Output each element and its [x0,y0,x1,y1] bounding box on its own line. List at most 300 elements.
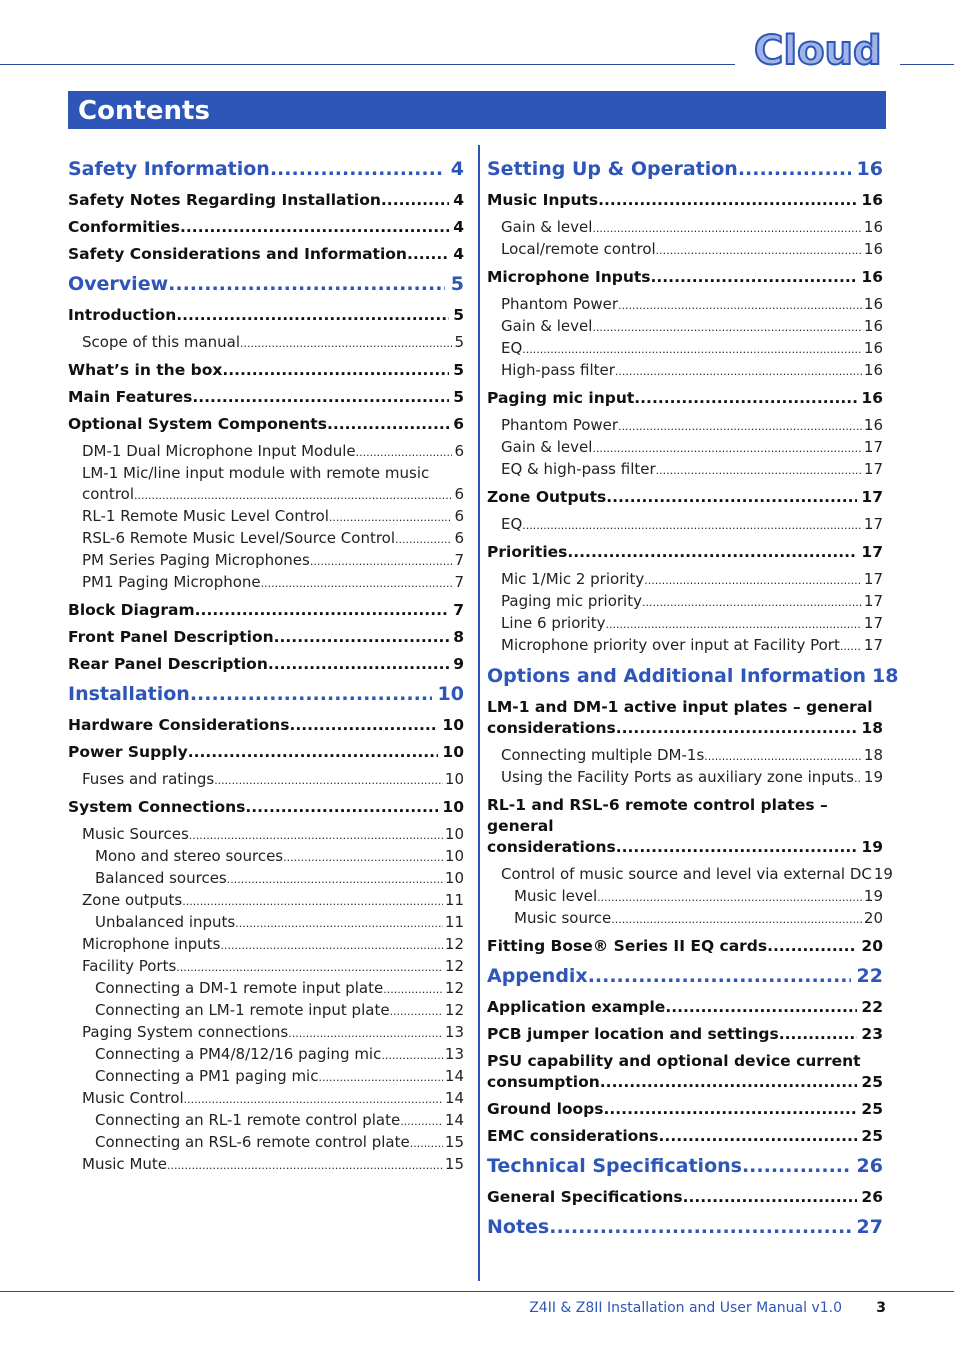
toc-entry-title: RSL-6 Remote Music Level/Source Control [82,529,396,547]
toc-page-number: 17 [861,543,883,561]
toc-page-number: 11 [444,913,464,931]
toc-leader-dots [592,218,862,239]
toc-leader-dots [549,1214,850,1240]
toc-entry-title-cont: control [82,485,134,503]
toc-entry-title: Introduction [68,306,177,324]
toc-page-number: 22 [861,998,883,1016]
toc-page-number: 6 [454,442,464,460]
toc-entry[interactable] [68,1132,464,1154]
toc-leader-dots [310,551,453,572]
toc-leader-dots [644,570,862,591]
toc-entry[interactable] [68,600,464,621]
toc-leader-dots [227,869,443,890]
toc-entry[interactable] [487,963,883,989]
toc-page-number: 19 [863,887,883,905]
toc-entry[interactable] [487,613,883,635]
toc-leader-dots [189,825,443,846]
toc-page-number: 18 [861,719,883,737]
toc-page-number: 6 [453,415,464,433]
toc-page-number: 18 [872,665,899,687]
toc-leader-dots [214,770,443,791]
toc-entry[interactable] [68,190,464,211]
toc-entry[interactable] [487,1099,883,1120]
toc-entry[interactable] [68,797,464,818]
footer-rule [0,1291,954,1292]
toc-entry[interactable] [487,936,883,957]
toc-entry[interactable] [487,294,883,316]
toc-entry-title: Installation [68,683,190,705]
toc-leader-dots [738,156,851,182]
toc-entry-title: Power Supply [68,743,188,761]
toc-entry[interactable] [487,360,883,382]
toc-entry-title: Notes [487,1216,550,1238]
toc-entry-title: Connecting an RSL-6 remote control plate [95,1133,410,1151]
toc-entry-title: Gain & level [501,438,593,456]
toc-page-number: 5 [453,361,464,379]
toc-entry-title: Phantom Power [501,295,619,313]
toc-page-number: 22 [856,965,883,987]
toc-entry-title: Rear Panel Description [68,655,268,673]
toc-page-number: 5 [454,333,464,351]
toc-leader-dots [616,837,858,858]
toc-page-number: 16 [863,339,883,357]
toc-entry-title: EQ & high-pass filter [501,460,656,478]
toc-entry-title: Options and Additional Information [487,665,867,687]
toc-entry[interactable] [68,824,464,846]
toc-entry[interactable] [68,956,464,978]
toc-leader-dots [611,909,862,930]
toc-entry[interactable] [68,1022,464,1044]
toc-entry-title: Control of music source and level via external DC [501,865,872,883]
toc-entry[interactable] [487,338,883,360]
toc-leader-dots [779,1024,858,1045]
toc-entry-title: RL-1 Remote Music Level Control [82,507,329,525]
toc-entry-title: Paging mic input [487,389,635,407]
toc-entry[interactable] [68,414,464,435]
toc-page-number: 16 [863,240,883,258]
toc-page-number: 7 [454,551,464,569]
toc-entry-title: What’s in the box [68,361,223,379]
toc-page-number: 14 [444,1067,464,1085]
toc-entry[interactable] [68,769,464,791]
toc-leader-dots [618,416,862,437]
footer-manual-title: Z4II & Z8II Installation and User Manual v1.0 [529,1300,842,1316]
toc-entry[interactable] [68,1110,464,1132]
toc-page-number: 10 [444,770,464,788]
page-footer [0,1298,954,1320]
toc-entry-title: Music Inputs [487,191,599,209]
toc-entry[interactable] [487,514,883,536]
toc-entry[interactable] [68,387,464,408]
toc-entry-title: Safety Information [68,158,270,180]
toc-entry[interactable] [487,697,883,739]
toc-leader-dots [767,936,857,957]
toc-entry-title: Mono and stereo sources [95,847,284,865]
toc-entry-title: Connecting an RL-1 remote control plate [95,1111,401,1129]
toc-leader-dots [283,847,443,868]
toc-page-number: 5 [450,273,464,295]
toc-entry[interactable] [487,459,883,481]
toc-entry-title: Conformities [68,218,181,236]
toc-entry-title: Music Mute [82,1155,168,1173]
toc-leader-dots [134,485,452,506]
toc-entry-title: Ground loops [487,1100,604,1118]
toc-entry-title: Optional System Components [68,415,327,433]
cloud-logo [750,26,885,72]
toc-page-number: 12 [444,957,464,975]
toc-page-number: 14 [444,1111,464,1129]
toc-leader-dots [184,1089,443,1110]
toc-entry-title: Microphone priority over input at Facility Port [501,636,840,654]
toc-leader-dots [659,1126,858,1147]
toc-page-number: 6 [454,529,464,547]
toc-entry-title: Safety Considerations and Information [68,245,407,263]
toc-leader-dots [600,1072,858,1093]
toc-entry[interactable] [487,316,883,338]
toc-leader-dots [274,627,450,648]
toc-entry-title: System Connections [68,798,246,816]
toc-page-number: 10 [442,798,464,816]
toc-leader-dots [606,487,857,508]
toc-entry-title: Connecting an LM-1 remote input plate [95,1001,390,1019]
toc-entry[interactable] [68,890,464,912]
toc-entry-title: Microphone Inputs [487,268,651,286]
toc-page-number: 26 [861,1188,883,1206]
toc-page-number: 19 [873,865,893,883]
toc-entry-title: LM-1 and DM-1 active input plates – general [487,698,873,716]
toc-entry[interactable] [68,912,464,934]
toc-page-number: 17 [863,570,883,588]
toc-leader-dots [240,333,452,354]
toc-page-number: 16 [863,218,883,236]
header-rule-right [900,64,954,65]
toc-entry[interactable] [487,997,883,1018]
toc-page-number: 16 [863,361,883,379]
toc-leader-dots [592,438,862,459]
toc-page-number: 20 [861,937,883,955]
toc-leader-dots [522,339,862,360]
toc-entry[interactable] [68,506,464,528]
toc-page-number: 10 [444,847,464,865]
toc-leader-dots [182,891,443,912]
toc-leader-dots [618,295,862,316]
toc-entry-title: Music source [514,909,612,927]
toc-leader-dots [840,636,862,657]
toc-entry-title-cont: considerations [487,838,616,856]
toc-leader-dots [180,217,449,238]
toc-entry[interactable] [487,437,883,459]
toc-entry[interactable] [68,627,464,648]
toc-page-number: 26 [856,1155,883,1177]
toc-entry[interactable] [487,795,883,858]
toc-entry-title: Priorities [487,543,568,561]
toc-entry[interactable] [487,267,883,288]
toc-entry-title: Unbalanced inputs [95,913,236,931]
toc-entry[interactable] [487,767,883,789]
toc-page-number: 9 [453,655,464,673]
toc-leader-dots [235,913,443,934]
toc-page-number: 4 [453,191,464,209]
toc-leader-dots [195,600,450,621]
toc-entry[interactable] [68,271,464,297]
toc-entry[interactable] [487,156,883,182]
toc-entry[interactable] [487,239,883,261]
toc-leader-dots [261,573,453,594]
toc-page-number: 18 [863,746,883,764]
toc-leader-dots [168,271,445,297]
toc-entry[interactable] [68,742,464,763]
toc-page-number: 17 [863,438,883,456]
toc-leader-dots [167,1155,443,1176]
toc-page-number: 12 [444,935,464,953]
toc-entry[interactable] [68,1154,464,1176]
toc-entry[interactable] [487,415,883,437]
toc-leader-dots [381,190,449,211]
toc-entry-title: Main Features [68,388,193,406]
toc-page-number: 25 [861,1073,883,1091]
toc-entry-title: Scope of this manual [82,333,241,351]
toc-entry[interactable] [68,572,464,594]
toc-entry[interactable] [487,745,883,767]
toc-entry-title: Balanced sources [95,869,227,887]
footer-page-number: 3 [876,1300,886,1316]
toc-entry-title: LM-1 Mic/line input module with remote music [82,464,430,482]
toc-entry[interactable] [68,846,464,868]
toc-entry[interactable] [68,1044,464,1066]
toc-entry[interactable] [487,864,893,886]
toc-page-number: 10 [442,743,464,761]
toc-leader-dots [598,190,857,211]
toc-leader-dots [356,442,453,463]
toc-page-number: 11 [444,891,464,909]
toc-page-number: 27 [856,1216,883,1238]
toc-leader-dots [854,768,862,789]
toc-page-number: 16 [863,295,883,313]
toc-page-number: 5 [453,306,464,324]
toc-entry-title: EQ [501,339,523,357]
toc-page-number: 16 [861,389,883,407]
toc-entry[interactable] [487,1214,883,1240]
toc-entry[interactable] [487,487,883,508]
toc-leader-dots [616,718,858,739]
toc-page-number: 17 [863,636,883,654]
toc-entry[interactable] [68,868,464,890]
toc-leader-dots [665,997,857,1018]
toc-page-number: 8 [453,628,464,646]
toc-entry-title: Gain & level [501,218,593,236]
toc-page-number: 16 [856,158,883,180]
toc-entry-title: Paging mic priority [501,592,642,610]
toc-page-number: 12 [444,1001,464,1019]
toc-leader-dots [651,267,858,288]
toc-entry[interactable] [68,332,464,354]
toc-page-number: 6 [454,485,464,503]
toc-entry[interactable] [487,663,899,689]
toc-leader-dots [410,1133,443,1154]
toc-entry[interactable] [68,715,464,736]
toc-leader-dots [634,388,857,409]
toc-leader-dots [642,592,862,613]
toc-entry-title: Facility Ports [82,957,177,975]
toc-page-number: 14 [444,1089,464,1107]
toc-entry[interactable] [68,244,464,265]
toc-leader-dots [188,742,439,763]
toc-entry[interactable] [487,1051,883,1093]
toc-leader-dots [288,1023,443,1044]
toc-entry[interactable] [68,528,464,550]
toc-entry-title: Block Diagram [68,601,195,619]
toc-entry-title: Technical Specifications [487,1155,742,1177]
toc-entry-title: Connecting a DM-1 remote input plate [95,979,384,997]
toc-leader-dots [656,240,862,261]
toc-leader-dots [683,1187,858,1208]
toc-page-number: 15 [444,1133,464,1151]
toc-entry[interactable] [487,591,883,613]
header-rule-left [0,64,735,65]
toc-entry[interactable] [68,978,464,1000]
toc-leader-dots [318,1067,442,1088]
toc-leader-dots [329,507,453,528]
toc-entry-title: EQ [501,515,523,533]
toc-right-column [487,150,899,1248]
toc-page-number: 4 [453,218,464,236]
toc-entry[interactable] [487,1153,883,1179]
toc-entry-title: PCB jumper location and settings [487,1025,779,1043]
toc-entry-title: Setting Up & Operation [487,158,738,180]
contents-banner [68,91,886,129]
toc-entry-title: Hardware Considerations [68,716,290,734]
toc-entry-title: Using the Facility Ports as auxiliary zone inputs [501,768,854,786]
toc-entry-title: Music level [514,887,598,905]
toc-entry[interactable] [68,305,464,326]
toc-entry-title: RL-1 and RSL-6 remote control plates – general [487,796,828,835]
toc-entry[interactable] [68,156,464,182]
toc-entry-title: Fuses and ratings [82,770,215,788]
toc-entry[interactable] [68,1000,464,1022]
toc-page-number: 25 [861,1127,883,1145]
toc-entry[interactable] [68,463,464,506]
toc-leader-dots [567,542,857,563]
toc-entry[interactable] [68,217,464,238]
toc-entry-title: Connecting a PM4/8/12/16 paging mic [95,1045,382,1063]
toc-page-number: 16 [863,317,883,335]
toc-entry-title: Appendix [487,965,588,987]
toc-entry[interactable] [487,388,883,409]
toc-leader-dots [381,1045,443,1066]
toc-leader-dots [383,979,443,1000]
page-title: Contents [78,96,210,126]
toc-leader-dots [522,515,862,536]
toc-entry-title: Front Panel Description [68,628,274,646]
toc-leader-dots [407,244,449,265]
toc-page-number: 10 [444,825,464,843]
toc-entry[interactable] [68,654,464,675]
toc-page-number: 17 [863,460,883,478]
toc-entry[interactable] [487,1126,883,1147]
toc-page-number: 13 [444,1023,464,1041]
toc-page-number: 23 [861,1025,883,1043]
toc-entry[interactable] [68,1066,464,1088]
toc-page-number: 17 [861,488,883,506]
toc-leader-dots [742,1153,851,1179]
toc-entry-title: Fitting Bose® Series II EQ cards [487,937,768,955]
toc-entry[interactable] [68,360,464,381]
toc-entry[interactable] [487,190,883,211]
toc-entry-title: Zone outputs [82,891,183,909]
toc-left-column [68,150,464,1176]
toc-entry[interactable] [487,1187,883,1208]
toc-page-number: 4 [450,158,464,180]
toc-entry-title: Overview [68,273,169,295]
toc-entry[interactable] [68,681,464,707]
toc-entry[interactable] [487,908,883,930]
toc-entry[interactable] [487,1024,883,1045]
toc-leader-dots [222,360,449,381]
toc-leader-dots [605,614,861,635]
toc-page-number: 17 [863,515,883,533]
toc-entry-title: EMC considerations [487,1127,659,1145]
toc-leader-dots [220,935,442,956]
toc-page-number: 7 [454,573,464,591]
toc-entry-title: Music Sources [82,825,189,843]
toc-entry[interactable] [68,1088,464,1110]
toc-leader-dots [400,1111,443,1132]
toc-entry-title: PM1 Paging Microphone [82,573,261,591]
toc-leader-dots [270,156,445,182]
toc-leader-dots [604,1099,858,1120]
toc-page-number: 16 [861,268,883,286]
toc-entry-title: High-pass filter [501,361,615,379]
toc-page-number: 19 [861,838,883,856]
toc-page-number: 10 [442,716,464,734]
toc-page-number: 16 [863,416,883,434]
toc-leader-dots [395,529,452,550]
toc-page-number: 10 [437,683,464,705]
toc-page-number: 6 [454,507,464,525]
toc-leader-dots [327,414,449,435]
toc-entry-title: Zone Outputs [487,488,607,506]
toc-entry-title: DM-1 Dual Microphone Input Module [82,442,356,460]
column-divider [478,145,480,1281]
toc-entry-title: Safety Notes Regarding Installation [68,191,381,209]
toc-leader-dots [192,387,449,408]
toc-entry[interactable] [487,542,883,563]
toc-entry[interactable] [68,550,464,572]
toc-page-number: 20 [863,909,883,927]
toc-entry[interactable] [487,886,883,908]
toc-entry-title: PSU capability and optional device current [487,1052,861,1070]
toc-entry[interactable] [487,217,883,239]
toc-page-number: 17 [863,614,883,632]
toc-entry-title: General Specifications [487,1188,683,1206]
toc-entry[interactable] [487,569,883,591]
toc-page-number: 19 [863,768,883,786]
toc-entry[interactable] [68,441,464,463]
toc-page-number: 7 [453,601,464,619]
toc-page-number: 4 [453,245,464,263]
toc-page-number: 10 [444,869,464,887]
toc-entry-title: Connecting a PM1 paging mic [95,1067,319,1085]
toc-entry-title: Phantom Power [501,416,619,434]
toc-leader-dots [289,715,438,736]
logo-wordmark: Cloud [754,28,882,72]
toc-entry[interactable] [68,934,464,956]
toc-entry[interactable] [487,635,883,657]
toc-page-number: 13 [444,1045,464,1063]
toc-entry-title: Mic 1/Mic 2 priority [501,570,645,588]
toc-leader-dots [704,746,862,767]
toc-leader-dots [592,317,862,338]
